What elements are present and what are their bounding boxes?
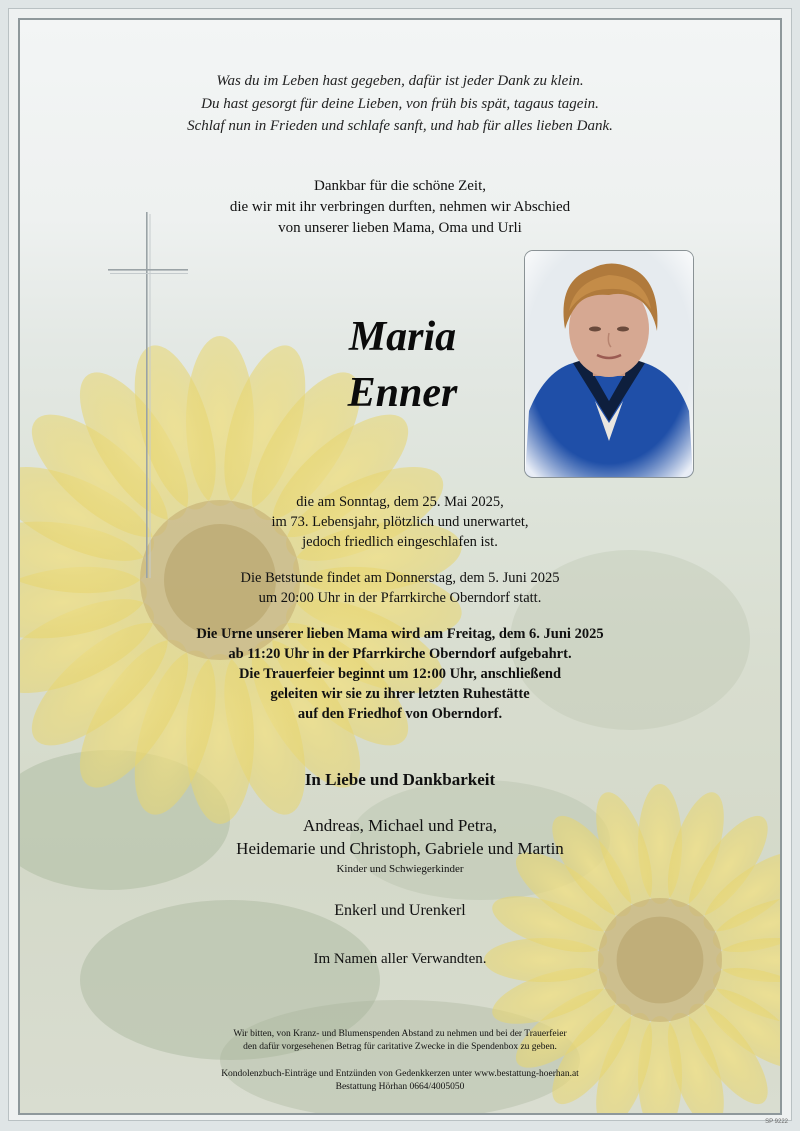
donation-note — [0, 1028, 800, 1054]
family-relation: Kinder und Schwiegerkinder — [336, 863, 464, 875]
donation-note-line: den dafür vorgesehenen Betrag für caritative Zwecke in die Spendenbox zu geben. — [243, 1042, 557, 1052]
poem-line: Du hast gesorgt für deine Lieben, von früh bis spät, tagaus tagein. — [201, 95, 599, 112]
deceased-last-name: Enner — [347, 370, 458, 416]
intro-line: die wir mit ihr verbringen durften, nehmen wir Abschied — [229, 199, 571, 215]
intro-line: Dankbar für die schöne Zeit, — [313, 178, 487, 194]
death-notice — [0, 492, 800, 552]
intro-line: von unserer lieben Mama, Oma und Urli — [278, 220, 522, 236]
farewell-intro — [0, 176, 800, 239]
prayer-service-line: um 20:00 Uhr in der Pfarrkirche Oberndorf statt. — [258, 590, 542, 606]
poem-line: Was du im Leben hast gegeben, dafür ist jeder Dank zu klein. — [216, 73, 584, 89]
funeral-home-contact — [0, 1068, 800, 1094]
funeral-line: Die Trauerfeier beginnt um 12:00 Uhr, anschließend — [238, 666, 562, 682]
family-line: Andreas, Michael und Petra, — [302, 816, 498, 835]
death-notice-line: im 73. Lebensjahr, plötzlich und unerwartet, — [271, 514, 529, 530]
funeral-line: geleiten wir sie zu ihrer letzten Ruhestätte — [270, 686, 530, 702]
funeral-line: Die Urne unserer lieben Mama wird am Freitag, dem 6. Juni 2025 — [196, 626, 604, 642]
family-line: Heidemarie und Christoph, Gabriele und Martin — [236, 839, 564, 858]
donation-note-line: Wir bitten, von Kranz- und Blumenspenden Abstand zu nehmen und bei der Trauerfeier — [233, 1029, 567, 1039]
template-code: SP 9222 — [765, 1119, 788, 1125]
memorial-poem — [0, 70, 800, 138]
relatives-line: Im Namen aller Verwandten. — [313, 951, 487, 967]
grandchildren: Enkerl und Urenkerl — [334, 902, 466, 919]
death-notice-line: die am Sonntag, dem 25. Mai 2025, — [296, 494, 504, 510]
funeral-info — [0, 624, 800, 724]
deceased-first-name: Maria — [348, 314, 457, 360]
funeral-line: ab 11:20 Uhr in der Pfarrkirche Oberndorf aufgebahrt. — [228, 646, 572, 662]
condolence-link-text: Kondolenzbuch-Einträge und Entzünden von Gedenkkerzen unter www.bestattung-hoerhan.at — [221, 1069, 579, 1079]
family-names — [0, 814, 800, 860]
funeral-line: auf den Friedhof von Oberndorf. — [297, 706, 503, 722]
prayer-service-info — [0, 568, 800, 608]
poem-line: Schlaf nun in Frieden und schlafe sanft, und hab für alles lieben Dank. — [187, 118, 613, 134]
funeral-home-phone: Bestattung Hörhan 0664/4005050 — [335, 1082, 465, 1092]
death-notice-line: jedoch friedlich eingeschlafen ist. — [302, 534, 498, 550]
closing-phrase: In Liebe und Dankbarkeit — [304, 770, 496, 789]
deceased-portrait-photo — [524, 250, 694, 478]
prayer-service-line: Die Betstunde findet am Donnerstag, dem 5. Juni 2025 — [240, 570, 560, 586]
